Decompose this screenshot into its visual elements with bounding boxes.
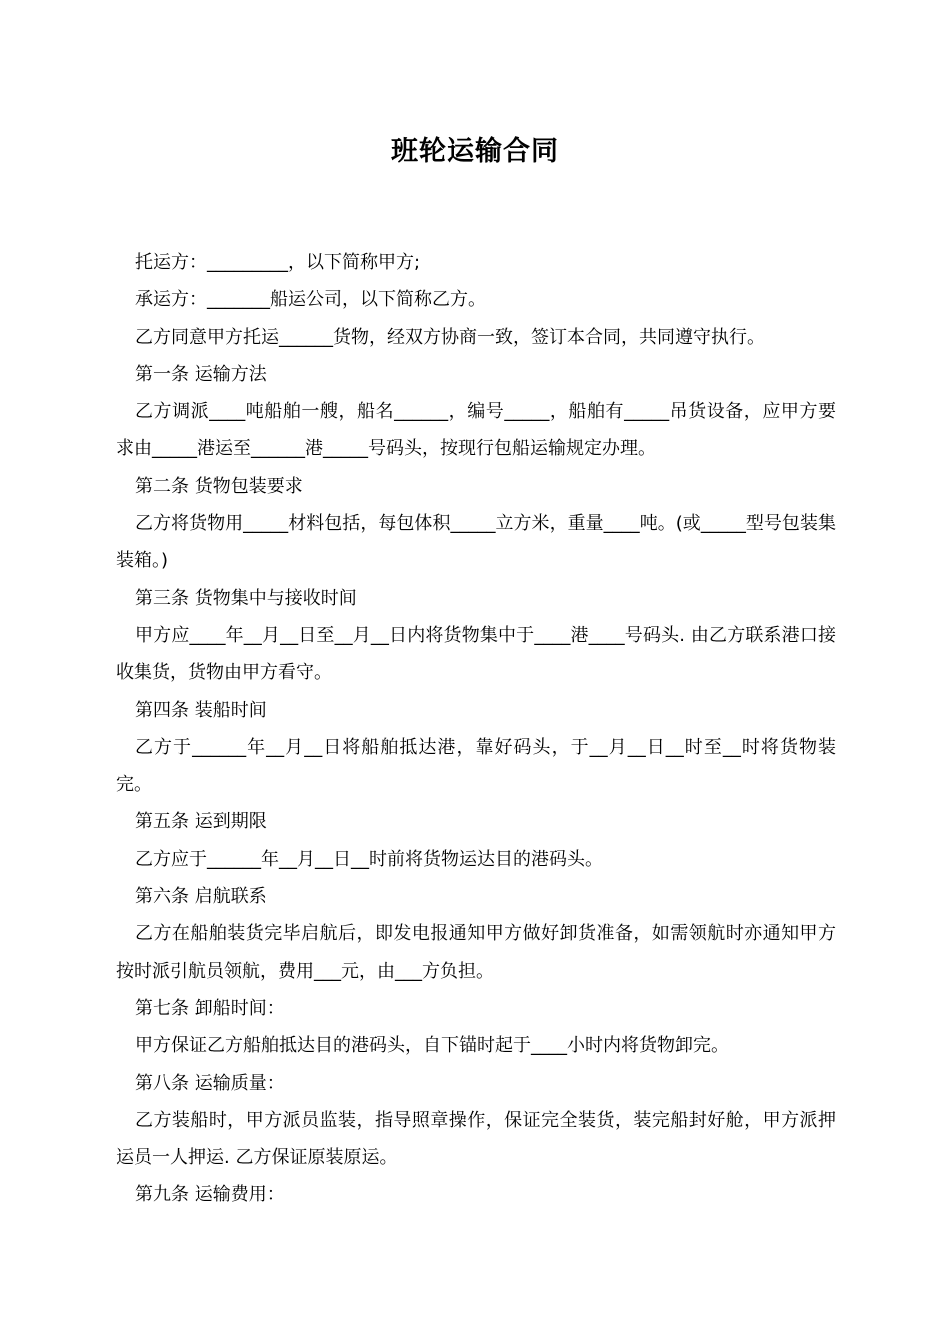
article-5-paragraph: 乙方应于______年__月__日__时前将货物运达目的港码头。 [135, 848, 603, 870]
article-4-heading: 第四条 装船时间 [135, 699, 267, 721]
document-title: 班轮运输合同 [391, 136, 559, 167]
article-6-heading: 第六条 启航联系 [135, 886, 267, 908]
carrier-line: 承运方：_______船运公司，以下简称乙方。 [135, 289, 486, 311]
preamble-paragraph: 乙方同意甲方托运______货物，经双方协商一致，签订本合同，共同遵守执行。 [135, 326, 765, 348]
article-5-heading: 第五条 运到期限 [135, 811, 267, 833]
article-1-heading: 第一条 运输方法 [135, 363, 267, 385]
article-8-paragraph: 乙方装船时，甲方派员监装，指导照章操作，保证完全装货，装完船封好舱，甲方派押运员一人押运. 乙方保证原装原运。 [116, 1109, 836, 1169]
article-3-heading: 第三条 货物集中与接收时间 [135, 587, 357, 609]
article-7-paragraph: 甲方保证乙方船舶抵达目的港码头，自下锚时起于____小时内将货物卸完。 [135, 1035, 729, 1057]
article-9-heading: 第九条 运输费用： [135, 1184, 285, 1206]
article-7-heading: 第七条 卸船时间： [135, 997, 285, 1019]
article-6-paragraph: 乙方在船舶装货完毕启航后，即发电报通知甲方做好卸货准备，如需领航时亦通知甲方按时派引航员领航，费用___元，由___方负担。 [116, 923, 836, 982]
document-body [116, 244, 836, 1214]
article-2-heading: 第二条 货物包装要求 [135, 475, 303, 497]
shipper-line: 托运方：_________，以下简称甲方; [135, 252, 421, 273]
article-1-paragraph: 乙方调派____吨船舶一艘，船名______，编号_____，船舶有_____吊货设备，应甲方要求由_____港运至______港_____号码头，按现行包船运输规定办理。 [116, 401, 836, 460]
article-2-paragraph: 乙方将货物用_____材料包括，每包体积_____立方米，重量____吨。(或_____型号包装集装箱。) [116, 513, 836, 572]
article-8-heading: 第八条 运输质量： [135, 1072, 285, 1094]
article-4-paragraph: 乙方于______年__月__日将船舶抵达港，靠好码头，于__月__日__时至__时将货物装完。 [116, 736, 836, 796]
article-3-paragraph: 甲方应____年__月__日至__月__日内将货物集中于____港____号码头. 由乙方联系港口接收集货，货物由甲方看守。 [116, 624, 836, 684]
